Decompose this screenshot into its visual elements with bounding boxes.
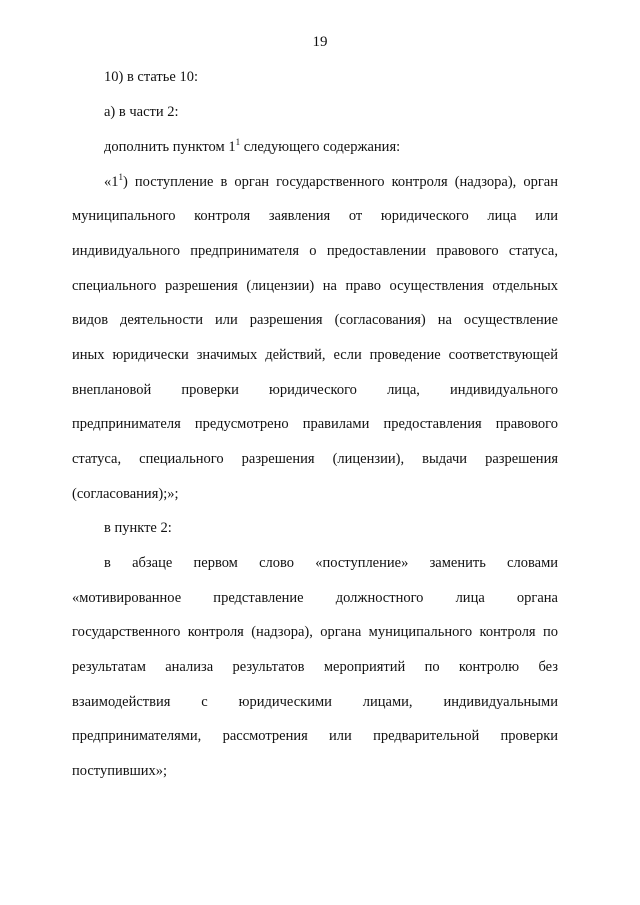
amend-line-5: взаимодействия с юридическими лицами, индивидуальными xyxy=(72,694,558,710)
quote-line-7: внеплановой проверки юридического лица, индивидуального xyxy=(72,382,558,398)
text-segment: ) поступление в орган государственного контроля (надзора), орган xyxy=(123,174,558,190)
quote-line-9: статуса, специального разрешения (лицензии), выдачи разрешения xyxy=(72,451,558,467)
quote-line-6: иных юридически значимых действий, если проведение соответствующей xyxy=(72,347,558,363)
quote-line-8: предпринимателя предусмотрено правилами предоставления правового xyxy=(72,416,558,432)
quote-line-1 xyxy=(104,173,558,191)
amend-line-6: предпринимателями, рассмотрения или предварительной проверки xyxy=(72,728,558,744)
paragraph-point-2: в пункте 2: xyxy=(104,520,172,536)
text-segment: дополнить пунктом 1 xyxy=(104,139,236,155)
page-number: 19 xyxy=(312,34,328,50)
superscript: 1 xyxy=(235,137,241,147)
quote-line-10: (согласования);»; xyxy=(72,486,179,502)
amend-line-3: государственного контроля (надзора), органа муниципального контроля по xyxy=(72,624,558,640)
quote-line-3: индивидуального предпринимателя о предоставлении правового статуса, xyxy=(72,243,558,259)
superscript: 1 xyxy=(118,173,123,182)
amend-line-1: в абзаце первом слово «поступление» заменить словами xyxy=(104,555,558,571)
text-segment: следующего содержания: xyxy=(240,139,401,155)
amend-line-2: «мотивированное представление должностного лица органа xyxy=(72,590,558,606)
paragraph-add-point xyxy=(104,138,400,156)
quote-line-2: муниципального контроля заявления от юридического лица или xyxy=(72,208,558,224)
quote-line-5: видов деятельности или разрешения (согласования) на осуществление xyxy=(72,312,558,328)
amend-line-4: результатам анализа результатов мероприятий по контролю без xyxy=(72,659,558,675)
paragraph-part-2: а) в части 2: xyxy=(104,104,179,120)
quote-line-4: специального разрешения (лицензии) на право осуществления отдельных xyxy=(72,278,558,294)
paragraph-article-10: 10) в статье 10: xyxy=(104,69,198,85)
amend-line-7: поступивших»; xyxy=(72,763,168,779)
text-segment: «1 xyxy=(104,174,119,190)
